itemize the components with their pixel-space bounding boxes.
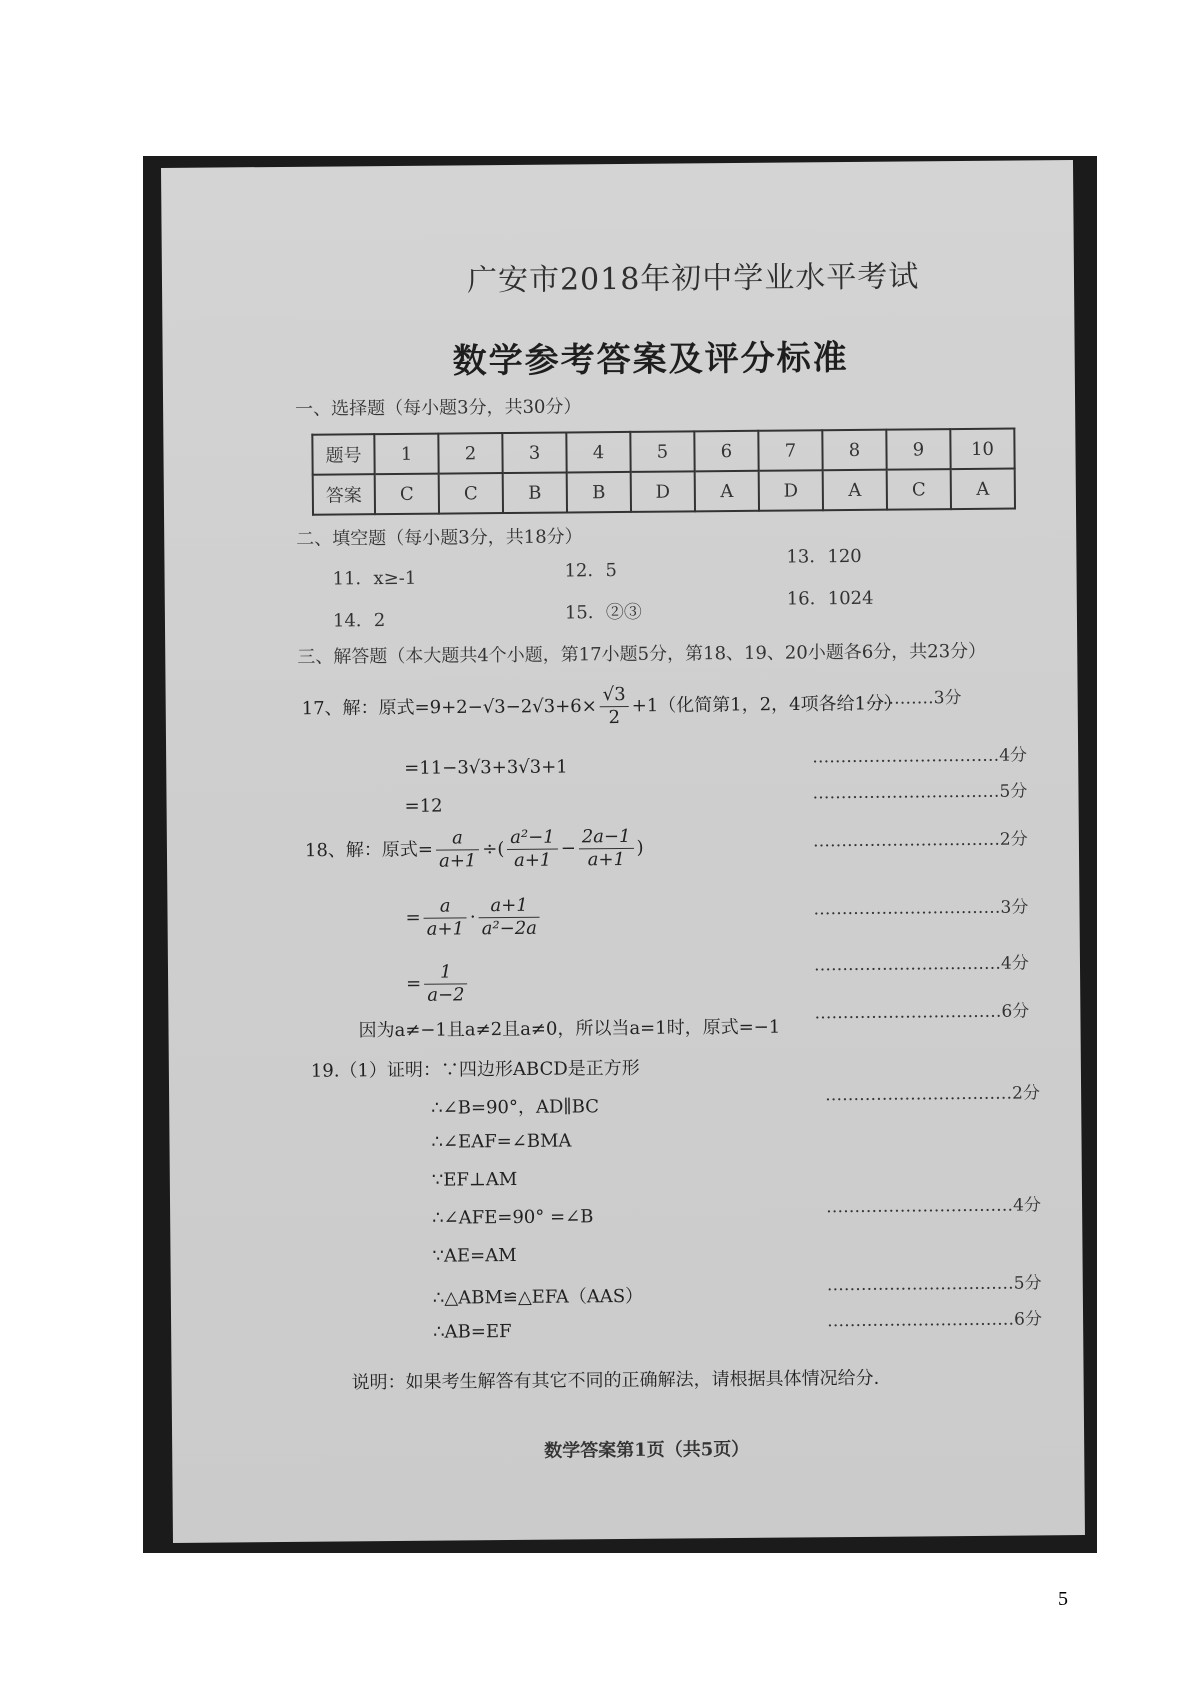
- q19-line1: 19.（1）证明：∵四边形ABCD是正方形: [310, 1057, 640, 1082]
- fraction-numerator: √3: [600, 684, 629, 707]
- question-number: 8: [822, 430, 886, 471]
- q17-line2: =11−3√3+3√3+1: [404, 756, 568, 779]
- q18-score-1: ……………………………2分: [812, 829, 1028, 852]
- fraction-numerator: a²−1: [507, 827, 558, 850]
- answer-key-title: 数学参考答案及评分标准: [452, 338, 849, 382]
- answer-cell: A: [951, 469, 1015, 510]
- fraction-numerator: a: [423, 895, 466, 918]
- answer-cell: A: [695, 471, 759, 512]
- question-number: 1: [374, 434, 438, 475]
- fill-answer-13: 13．120: [786, 545, 862, 568]
- table-row: [312, 429, 1014, 475]
- answer-sheet-paper: [161, 160, 1085, 1543]
- question-number: 6: [694, 431, 758, 472]
- q19-line2: ∴∠B=90°，AD∥BC: [431, 1096, 600, 1119]
- q19-score-7: ……………………………5分: [826, 1273, 1042, 1296]
- section-solution-heading: 三、解答题（本大题共4个小题，第17小题5分，第18、19、20小题各6分，共23分）: [297, 640, 987, 668]
- answer-cell: C: [887, 469, 951, 510]
- section-choice-heading: 一、选择题（每小题3分，共30分）: [295, 396, 582, 420]
- q18-fraction-1: [436, 827, 480, 872]
- table-row-label: 题号: [312, 434, 374, 475]
- q18-score-2: ……………………………3分: [813, 897, 1029, 920]
- fill-answer-15: 15．②③: [564, 601, 642, 624]
- fill-answer-11: 11．x≥-1: [332, 567, 417, 590]
- q18-line1: [305, 826, 644, 874]
- q19-score-5: ……………………………4分: [826, 1195, 1042, 1218]
- q19-line8: ∴AB=EF: [433, 1320, 512, 1343]
- fraction-denominator: a²−2a: [481, 917, 538, 940]
- divide-symbol: ÷(: [482, 838, 505, 860]
- answer-cell: D: [631, 471, 695, 512]
- q18-fraction-2: [507, 827, 558, 872]
- q18-fraction-5: [478, 895, 540, 941]
- equals-sign: =: [405, 907, 421, 929]
- q18-score-3: ……………………………4分: [813, 953, 1029, 976]
- answer-cell: D: [759, 470, 823, 511]
- fraction-denominator: a+1: [438, 850, 477, 872]
- question-number: 4: [566, 432, 630, 473]
- answer-cell: B: [567, 472, 631, 513]
- fraction-denominator: a+1: [426, 918, 465, 940]
- question-number: 2: [438, 433, 502, 474]
- minus-symbol: −: [560, 837, 576, 860]
- q18-label: 18、解：原式=: [304, 839, 434, 862]
- q18-line2: [405, 895, 543, 941]
- q19-score-8: ……………………………6分: [827, 1309, 1042, 1332]
- q19-line5: ∴∠AFE=90° =∠B: [432, 1206, 594, 1229]
- answer-cell: C: [375, 474, 439, 515]
- q17-line1: [302, 682, 903, 732]
- dot-symbol: ·: [469, 906, 476, 928]
- equals-sign: =: [406, 973, 422, 995]
- scanned-photo: [143, 156, 1097, 1553]
- question-number: 7: [758, 430, 822, 471]
- choice-answer-table: [311, 428, 1016, 516]
- answer-cell: A: [823, 470, 887, 511]
- fraction-denominator: a+1: [587, 848, 626, 871]
- q17-score-1: …………3分: [865, 688, 962, 709]
- q17-expression-end: +1（化简第1，2，4项各给1分）: [631, 693, 903, 717]
- q17-line3: =12: [404, 795, 443, 817]
- fraction-numerator: 2a−1: [579, 826, 634, 849]
- fraction-denominator: 2: [608, 707, 621, 729]
- table-row: [313, 469, 1015, 515]
- table-row-label: 答案: [313, 474, 375, 515]
- q19-line4: ∵EF⊥AM: [431, 1168, 518, 1191]
- question-number: 3: [502, 432, 566, 473]
- q18-fraction-4: [423, 895, 467, 940]
- answer-cell: C: [439, 473, 503, 514]
- fraction-numerator: a+1: [478, 895, 539, 919]
- fraction-numerator: 1: [424, 961, 467, 984]
- q19-line3: ∴∠EAF=∠BMA: [431, 1130, 572, 1153]
- fill-answer-16: 16．1024: [786, 587, 874, 610]
- exam-title: 广安市2018年初中学业水平考试: [466, 259, 920, 299]
- answer-cell: B: [503, 472, 567, 513]
- question-number: 9: [886, 429, 950, 470]
- q17-fraction: [600, 684, 629, 729]
- q19-line6: ∵AE=AM: [432, 1244, 517, 1267]
- close-paren: ): [636, 837, 644, 859]
- q19-line7: ∴△ABM≌△EFA（AAS）: [432, 1285, 644, 1309]
- page-footer: 数学答案第1页（共5页）: [544, 1438, 750, 1462]
- fraction-denominator: a−2: [427, 984, 465, 1006]
- q18-score-4: ……………………………6分: [814, 1001, 1030, 1024]
- grading-note: 说明：如果考生解答有其它不同的正确解法，请根据具体情况给分.: [351, 1367, 880, 1394]
- q18-conclusion: 因为a≠−1且a≠2且a≠0，所以当a=1时，原式=−1: [358, 1016, 781, 1042]
- fraction-numerator: a: [436, 827, 479, 850]
- q18-line3: [406, 961, 471, 1007]
- q18-fraction-6: [424, 961, 468, 1006]
- question-number: 10: [950, 429, 1014, 470]
- q19-score-2: ……………………………2分: [825, 1083, 1041, 1106]
- fraction-denominator: a+1: [513, 849, 552, 871]
- section-fill-heading: 二、填空题（每小题3分，共18分）: [296, 526, 583, 550]
- q17-score-2: ……………………………4分: [812, 745, 1028, 768]
- q17-score-3: ……………………………5分: [812, 781, 1028, 804]
- page-number: 5: [1058, 1588, 1068, 1610]
- q17-expression-start: 17、解：原式=9+2−√3−2√3+6×: [301, 695, 597, 720]
- fill-answer-12: 12．5: [564, 560, 617, 582]
- q18-fraction-3: [579, 826, 634, 871]
- fill-answer-14: 14．2: [332, 610, 386, 632]
- question-number: 5: [630, 431, 694, 472]
